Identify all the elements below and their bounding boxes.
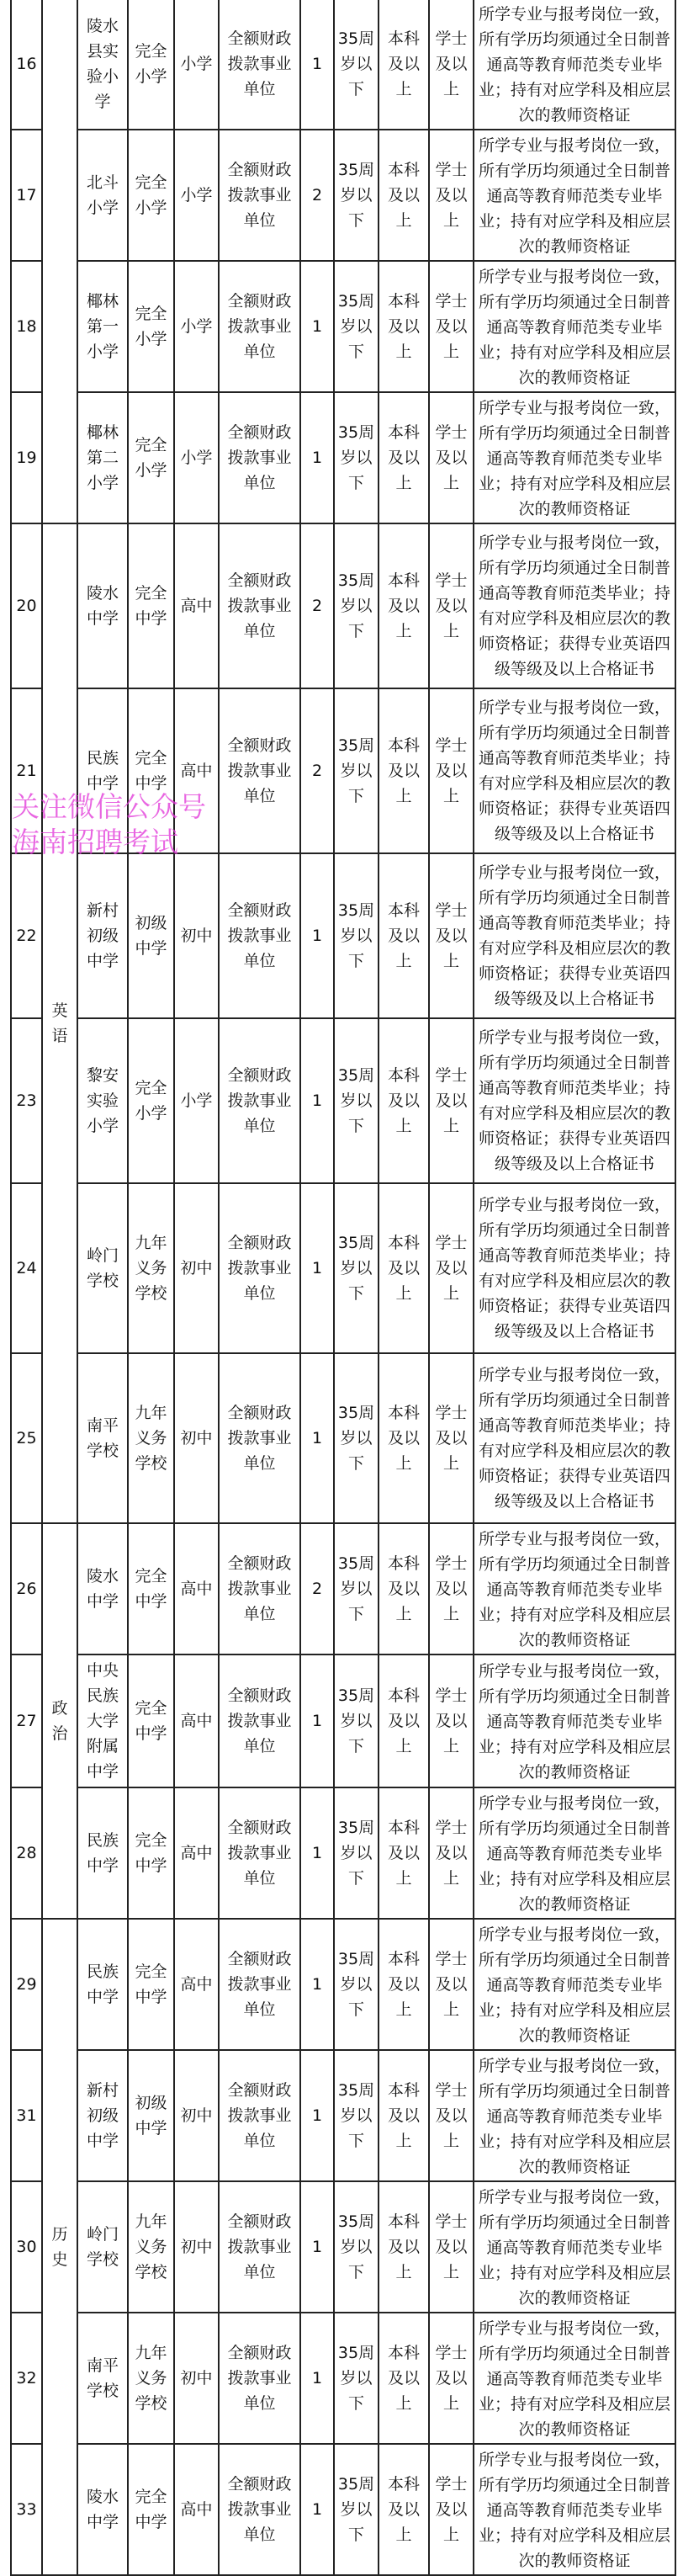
other-requirements xyxy=(474,261,675,392)
school-type: 初级中学 xyxy=(128,2050,174,2181)
other-requirements xyxy=(474,392,675,523)
funding-nature: 全额财政拨款事业单位 xyxy=(219,1523,300,1654)
hiring-count: 1 xyxy=(300,1654,334,1787)
row-number: 19 xyxy=(11,392,42,523)
hiring-count: 1 xyxy=(300,853,334,1018)
subject-cell-previous xyxy=(42,0,77,523)
degree-requirement: 学士及以上 xyxy=(429,1353,474,1523)
age-requirement: 35周岁以下 xyxy=(334,523,379,688)
table-row xyxy=(11,1523,675,1654)
row-number: 28 xyxy=(11,1787,42,1919)
hiring-count: 1 xyxy=(300,2313,334,2444)
table-row xyxy=(11,1183,675,1353)
table-row xyxy=(11,853,675,1018)
table-row xyxy=(11,1018,675,1183)
school-name: 南平学校 xyxy=(77,1353,128,1523)
education-requirement: 本科及以上 xyxy=(379,1018,429,1183)
education-requirement: 本科及以上 xyxy=(379,1654,429,1787)
school-name-cell xyxy=(77,1654,128,1787)
age-requirement: 35周岁以下 xyxy=(334,1353,379,1523)
education-requirement: 本科及以上 xyxy=(379,853,429,1018)
school-name: 新村初级中学 xyxy=(77,853,128,1018)
hiring-count: 1 xyxy=(300,1183,334,1353)
school-name: 陵水县实验小学 xyxy=(77,0,128,130)
education-requirement: 本科及以上 xyxy=(379,2444,429,2575)
school-level: 初中 xyxy=(174,2050,219,2181)
other-requirements xyxy=(474,1523,675,1654)
education-requirement: 本科及以上 xyxy=(379,392,429,523)
requirements-text: 所学专业与报考岗位一致，所有学历均须通过全日制普通高等教育师范类专业毕业；持有对应学科及相应层次的教师资格证 xyxy=(478,268,670,387)
requirements-text: 所学专业与报考岗位一致，所有学历均须通过全日制普通高等教育师范类毕业；持有对应学科及相应层次的教师资格证；获得专业英语四级等级及以上合格证书 xyxy=(478,1366,670,1511)
age-requirement: 35周岁以下 xyxy=(334,1654,379,1787)
school-level: 高中 xyxy=(174,1654,219,1787)
hiring-count: 1 xyxy=(300,2444,334,2575)
table-row xyxy=(11,392,675,523)
education-requirement: 本科及以上 xyxy=(379,1523,429,1654)
funding-nature: 全额财政拨款事业单位 xyxy=(219,2181,300,2313)
requirements-text: 所学专业与报考岗位一致，所有学历均须通过全日制普通高等教育师范类毕业；持有对应学科及相应层次的教师资格证；获得专业英语四级等级及以上合格证书 xyxy=(478,1196,670,1341)
education-requirement: 本科及以上 xyxy=(379,1353,429,1523)
hiring-count: 2 xyxy=(300,688,334,853)
row-number: 24 xyxy=(11,1183,42,1353)
school-type: 九年义务学校 xyxy=(128,1353,174,1523)
hiring-count: 1 xyxy=(300,1353,334,1523)
school-type: 完全中学 xyxy=(128,1919,174,2050)
row-number: 25 xyxy=(11,1353,42,1523)
funding-nature: 全额财政拨款事业单位 xyxy=(219,523,300,688)
requirements-text: 所学专业与报考岗位一致，所有学历均须通过全日制普通高等教育师范类毕业；持有对应学科及相应层次的教师资格证；获得专业英语四级等级及以上合格证书 xyxy=(478,863,670,1008)
row-number: 33 xyxy=(11,2444,42,2575)
school-type: 完全小学 xyxy=(128,130,174,261)
other-requirements xyxy=(474,523,675,688)
education-requirement: 本科及以上 xyxy=(379,261,429,392)
row-number: 17 xyxy=(11,130,42,261)
age-requirement: 35周岁以下 xyxy=(334,1787,379,1919)
other-requirements xyxy=(474,1919,675,2050)
age-requirement: 35周岁以下 xyxy=(334,2050,379,2181)
table-row xyxy=(11,1654,675,1787)
table-row xyxy=(11,2313,675,2444)
funding-nature: 全额财政拨款事业单位 xyxy=(219,1183,300,1353)
degree-requirement: 学士及以上 xyxy=(429,2313,474,2444)
funding-nature: 全额财政拨款事业单位 xyxy=(219,261,300,392)
age-requirement: 35周岁以下 xyxy=(334,1183,379,1353)
degree-requirement: 学士及以上 xyxy=(429,523,474,688)
school-name: 岭门学校 xyxy=(77,1183,128,1353)
school-level: 小学 xyxy=(174,130,219,261)
age-requirement: 35周岁以下 xyxy=(334,2313,379,2444)
hiring-count: 1 xyxy=(300,2181,334,2313)
table-row xyxy=(11,1787,675,1919)
row-number: 31 xyxy=(11,2050,42,2181)
school-level: 小学 xyxy=(174,0,219,130)
school-name: 南平学校 xyxy=(77,2313,128,2444)
hiring-count: 2 xyxy=(300,130,334,261)
table-row xyxy=(11,2050,675,2181)
hiring-count: 1 xyxy=(300,1787,334,1919)
funding-nature: 全额财政拨款事业单位 xyxy=(219,1787,300,1919)
age-requirement: 35周岁以下 xyxy=(334,688,379,853)
age-requirement: 35周岁以下 xyxy=(334,130,379,261)
school-type: 完全小学 xyxy=(128,392,174,523)
table-row xyxy=(11,1353,675,1523)
row-number: 18 xyxy=(11,261,42,392)
hiring-count: 1 xyxy=(300,1018,334,1183)
other-requirements xyxy=(474,688,675,853)
school-type: 完全小学 xyxy=(128,0,174,130)
requirements-text: 所学专业与报考岗位一致，所有学历均须通过全日制普通高等教育师范类专业毕业；持有对应学科及相应层次的教师资格证 xyxy=(478,1794,670,1914)
degree-requirement: 学士及以上 xyxy=(429,853,474,1018)
requirements-text: 所学专业与报考岗位一致，所有学历均须通过全日制普通高等教育师范类专业毕业；持有对应学科及相应层次的教师资格证 xyxy=(478,1530,670,1649)
school-name: 黎安实验小学 xyxy=(77,1018,128,1183)
age-requirement: 35周岁以下 xyxy=(334,1919,379,2050)
hiring-count: 1 xyxy=(300,0,334,130)
funding-nature: 全额财政拨款事业单位 xyxy=(219,2313,300,2444)
requirements-text: 所学专业与报考岗位一致，所有学历均须通过全日制普通高等教育师范类毕业；持有对应学科及相应层次的教师资格证；获得专业英语四级等级及以上合格证书 xyxy=(478,1028,670,1173)
degree-requirement: 学士及以上 xyxy=(429,1183,474,1353)
age-requirement: 35周岁以下 xyxy=(334,0,379,130)
school-type: 完全小学 xyxy=(128,1018,174,1183)
row-number: 30 xyxy=(11,2181,42,2313)
age-requirement: 35周岁以下 xyxy=(334,2181,379,2313)
funding-nature: 全额财政拨款事业单位 xyxy=(219,1018,300,1183)
school-name: 陵水中学 xyxy=(77,523,128,688)
subject-english: 英语 xyxy=(42,523,77,1523)
school-type: 九年义务学校 xyxy=(128,2181,174,2313)
table-row xyxy=(11,688,675,853)
education-requirement: 本科及以上 xyxy=(379,130,429,261)
funding-nature: 全额财政拨款事业单位 xyxy=(219,1919,300,2050)
school-name: 中央民族大学附属中学 xyxy=(86,1661,119,1781)
school-level: 初中 xyxy=(174,1183,219,1353)
education-requirement: 本科及以上 xyxy=(379,523,429,688)
school-name: 北斗小学 xyxy=(77,130,128,261)
requirements-text: 所学专业与报考岗位一致，所有学历均须通过全日制普通高等教育师范类毕业；持有对应学科及相应层次的教师资格证；获得专业英语四级等级及以上合格证书 xyxy=(478,534,670,678)
recruitment-table xyxy=(10,0,676,2576)
table-row xyxy=(11,2444,675,2575)
school-name: 岭门学校 xyxy=(77,2181,128,2313)
row-number: 23 xyxy=(11,1018,42,1183)
other-requirements xyxy=(474,853,675,1018)
school-level: 小学 xyxy=(174,392,219,523)
table-body xyxy=(11,0,675,2575)
school-name: 陵水中学 xyxy=(77,2444,128,2575)
school-type: 完全中学 xyxy=(128,688,174,853)
row-number: 20 xyxy=(11,523,42,688)
other-requirements xyxy=(474,0,675,130)
school-level: 初中 xyxy=(174,1353,219,1523)
degree-requirement: 学士及以上 xyxy=(429,1919,474,2050)
school-level: 初中 xyxy=(174,2181,219,2313)
school-level: 高中 xyxy=(174,688,219,853)
school-name: 椰林第一小学 xyxy=(77,261,128,392)
school-level: 高中 xyxy=(174,1787,219,1919)
table-row xyxy=(11,130,675,261)
school-level: 初中 xyxy=(174,2313,219,2444)
age-requirement: 35周岁以下 xyxy=(334,1523,379,1654)
degree-requirement: 学士及以上 xyxy=(429,392,474,523)
school-type: 完全中学 xyxy=(128,1654,174,1787)
hiring-count: 1 xyxy=(300,261,334,392)
school-type: 完全中学 xyxy=(128,2444,174,2575)
requirements-text: 所学专业与报考岗位一致，所有学历均须通过全日制普通高等教育师范类专业毕业；持有对应学科及相应层次的教师资格证 xyxy=(478,2057,670,2176)
school-level: 高中 xyxy=(174,1523,219,1654)
row-number: 22 xyxy=(11,853,42,1018)
education-requirement: 本科及以上 xyxy=(379,1183,429,1353)
row-number: 29 xyxy=(11,1919,42,2050)
school-name: 民族中学 xyxy=(77,1787,128,1919)
other-requirements xyxy=(474,1353,675,1523)
other-requirements xyxy=(474,2444,675,2575)
table-row xyxy=(11,1919,675,2050)
school-name: 民族中学 xyxy=(77,688,128,853)
degree-requirement: 学士及以上 xyxy=(429,1523,474,1654)
other-requirements xyxy=(474,1018,675,1183)
requirements-text: 所学专业与报考岗位一致，所有学历均须通过全日制普通高等教育师范类专业毕业；持有对应学科及相应层次的教师资格证 xyxy=(478,2319,670,2439)
degree-requirement: 学士及以上 xyxy=(429,1654,474,1787)
school-name: 民族中学 xyxy=(77,1919,128,2050)
school-type: 完全小学 xyxy=(128,261,174,392)
degree-requirement: 学士及以上 xyxy=(429,130,474,261)
funding-nature: 全额财政拨款事业单位 xyxy=(219,0,300,130)
degree-requirement: 学士及以上 xyxy=(429,1018,474,1183)
education-requirement: 本科及以上 xyxy=(379,0,429,130)
row-number: 16 xyxy=(11,0,42,130)
other-requirements xyxy=(474,1654,675,1787)
other-requirements xyxy=(474,2181,675,2313)
other-requirements xyxy=(474,2313,675,2444)
education-requirement: 本科及以上 xyxy=(379,1787,429,1919)
watermark-line-1: 关注微信公众号 xyxy=(12,790,206,823)
other-requirements xyxy=(474,1183,675,1353)
age-requirement: 35周岁以下 xyxy=(334,2444,379,2575)
school-level: 高中 xyxy=(174,2444,219,2575)
school-type: 九年义务学校 xyxy=(128,2313,174,2444)
degree-requirement: 学士及以上 xyxy=(429,1787,474,1919)
table-row xyxy=(11,0,675,130)
education-requirement: 本科及以上 xyxy=(379,688,429,853)
school-level: 高中 xyxy=(174,1919,219,2050)
other-requirements xyxy=(474,1787,675,1919)
row-number: 32 xyxy=(11,2313,42,2444)
requirements-text: 所学专业与报考岗位一致，所有学历均须通过全日制普通高等教育师范类毕业；持有对应学科及相应层次的教师资格证；获得专业英语四级等级及以上合格证书 xyxy=(478,698,670,843)
age-requirement: 35周岁以下 xyxy=(334,392,379,523)
school-level: 初中 xyxy=(174,853,219,1018)
funding-nature: 全额财政拨款事业单位 xyxy=(219,1654,300,1787)
age-requirement: 35周岁以下 xyxy=(334,261,379,392)
watermark-line-2: 海南招聘考试 xyxy=(12,826,178,858)
school-type: 九年义务学校 xyxy=(128,1183,174,1353)
table-row xyxy=(11,523,675,688)
degree-requirement: 学士及以上 xyxy=(429,688,474,853)
funding-nature: 全额财政拨款事业单位 xyxy=(219,688,300,853)
subject-politics: 政治 xyxy=(42,1523,77,1919)
requirements-text: 所学专业与报考岗位一致，所有学历均须通过全日制普通高等教育师范类专业毕业；持有对应学科及相应层次的教师资格证 xyxy=(478,2188,670,2308)
funding-nature: 全额财政拨款事业单位 xyxy=(219,392,300,523)
funding-nature: 全额财政拨款事业单位 xyxy=(219,2444,300,2575)
school-level: 小学 xyxy=(174,1018,219,1183)
funding-nature: 全额财政拨款事业单位 xyxy=(219,853,300,1018)
school-name: 陵水中学 xyxy=(77,1523,128,1654)
hiring-count: 1 xyxy=(300,1919,334,2050)
row-number: 21 xyxy=(11,688,42,853)
other-requirements xyxy=(474,130,675,261)
degree-requirement: 学士及以上 xyxy=(429,261,474,392)
table-row xyxy=(11,261,675,392)
education-requirement: 本科及以上 xyxy=(379,2181,429,2313)
funding-nature: 全额财政拨款事业单位 xyxy=(219,2050,300,2181)
school-name: 椰林第二小学 xyxy=(77,392,128,523)
school-type: 初级中学 xyxy=(128,853,174,1018)
row-number: 26 xyxy=(11,1523,42,1654)
requirements-text: 所学专业与报考岗位一致，所有学历均须通过全日制普通高等教育师范类专业毕业；持有对应学科及相应层次的教师资格证 xyxy=(478,399,670,518)
table-row xyxy=(11,2181,675,2313)
hiring-count: 1 xyxy=(300,2050,334,2181)
hiring-count: 1 xyxy=(300,392,334,523)
school-type: 完全中学 xyxy=(128,1523,174,1654)
funding-nature: 全额财政拨款事业单位 xyxy=(219,130,300,261)
other-requirements xyxy=(474,2050,675,2181)
degree-requirement: 学士及以上 xyxy=(429,2050,474,2181)
requirements-text: 所学专业与报考岗位一致，所有学历均须通过全日制普通高等教育师范类专业毕业；持有对应学科及相应层次的教师资格证 xyxy=(478,1925,670,2045)
subject-history: 历史 xyxy=(42,1919,77,2575)
funding-nature: 全额财政拨款事业单位 xyxy=(219,1353,300,1523)
degree-requirement: 学士及以上 xyxy=(429,2444,474,2575)
requirements-text: 所学专业与报考岗位一致，所有学历均须通过全日制普通高等教育师范类专业毕业；持有对应学科及相应层次的教师资格证 xyxy=(478,1662,670,1782)
school-level: 小学 xyxy=(174,261,219,392)
education-requirement: 本科及以上 xyxy=(379,2050,429,2181)
degree-requirement: 学士及以上 xyxy=(429,0,474,130)
school-type: 完全中学 xyxy=(128,523,174,688)
requirements-text: 所学专业与报考岗位一致，所有学历均须通过全日制普通高等教育师范类专业毕业；持有对应学科及相应层次的教师资格证 xyxy=(478,136,670,256)
requirements-text: 所学专业与报考岗位一致，所有学历均须通过全日制普通高等教育师范类专业毕业；持有对应学科及相应层次的教师资格证 xyxy=(478,2451,670,2570)
hiring-count: 2 xyxy=(300,523,334,688)
school-type: 完全中学 xyxy=(128,1787,174,1919)
age-requirement: 35周岁以下 xyxy=(334,853,379,1018)
school-level: 高中 xyxy=(174,523,219,688)
age-requirement: 35周岁以下 xyxy=(334,1018,379,1183)
hiring-count: 2 xyxy=(300,1523,334,1654)
education-requirement: 本科及以上 xyxy=(379,1919,429,2050)
school-name: 新村初级中学 xyxy=(77,2050,128,2181)
row-number: 27 xyxy=(11,1654,42,1787)
requirements-text: 所学专业与报考岗位一致，所有学历均须通过全日制普通高等教育师范类专业毕业；持有对应学科及相应层次的教师资格证 xyxy=(478,5,670,125)
degree-requirement: 学士及以上 xyxy=(429,2181,474,2313)
education-requirement: 本科及以上 xyxy=(379,2313,429,2444)
